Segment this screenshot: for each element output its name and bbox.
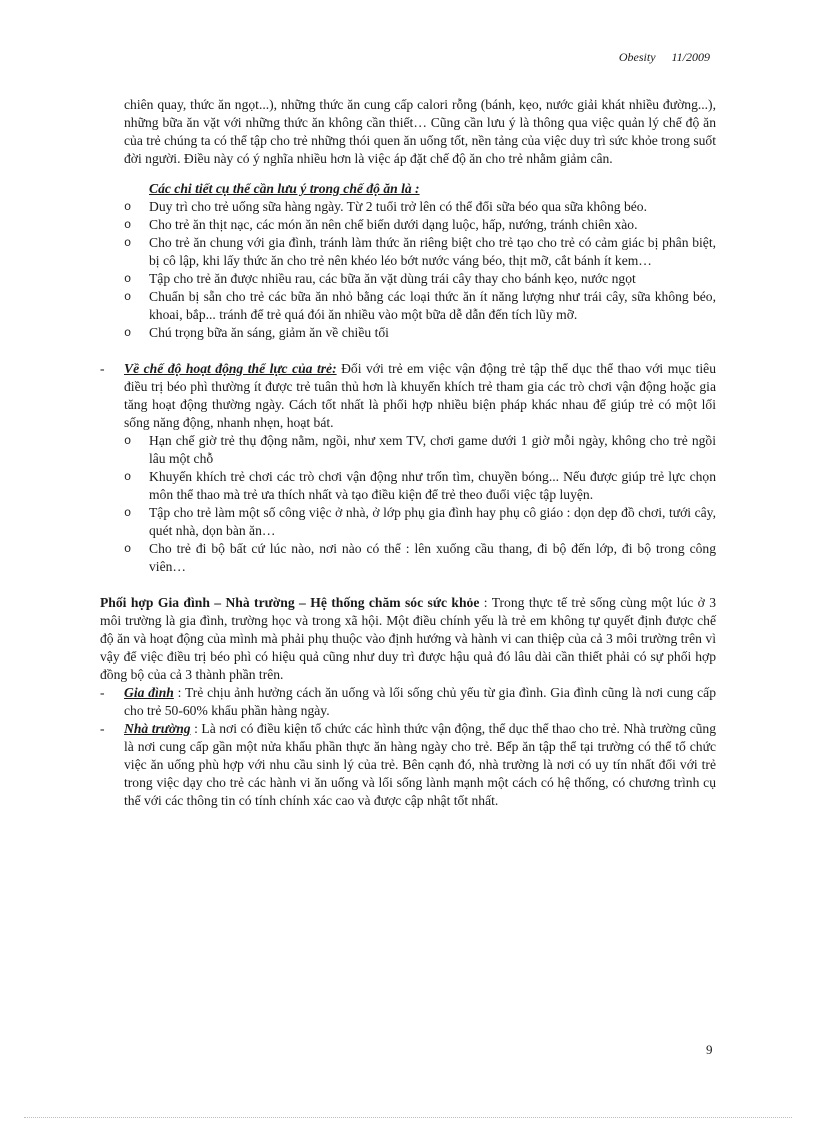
bullet-marker: o — [124, 470, 132, 484]
page-bottom-rule — [24, 1117, 792, 1118]
activity-list — [100, 432, 716, 576]
bullet-marker: o — [124, 326, 132, 340]
family-text: : Trẻ chịu ảnh hưởng cách ăn uống và lối sống chủ yếu từ gia đình. Gia đình cũng là nơi cung cấp cho trẻ 50-60% khẩu phần hàng ngày. — [124, 685, 716, 718]
list-item-text: Duy trì cho trẻ uống sữa hàng ngày. Từ 2 tuổi trở lên có thể đổi sữa béo qua sữa không béo. — [149, 199, 647, 214]
family-paragraph — [100, 684, 716, 720]
list-item-text: Cho trẻ đi bộ bất cứ lúc nào, nơi nào có thể : lên xuống cầu thang, đi bộ đến lớp, đi bộ trong công viên… — [149, 541, 716, 574]
bullet-marker: o — [124, 272, 132, 286]
school-paragraph — [100, 720, 716, 810]
list-item — [100, 270, 716, 288]
list-item-text: Chuẩn bị sẵn cho trẻ các bữa ăn nhỏ bằng các loại thức ăn ít năng lượng như trái cây, sữa không béo, khoai, bắp... tránh để trẻ quá đói ăn nhiều vào một bữa dễ dẫn đến tích lũy mỡ. — [149, 289, 716, 322]
list-item — [100, 216, 716, 234]
list-item-text: Khuyến khích trẻ chơi các trò chơi vận động như trốn tìm, chuyền bóng... Nếu được giúp trẻ lực chọn môn thể thao mà trẻ ưa thích nhất và tạo điều kiện để trẻ theo đuổi việc tập luyện. — [149, 469, 716, 502]
bullet-marker: o — [124, 542, 132, 556]
list-item-text: Tập cho trẻ ăn được nhiều rau, các bữa ăn vặt dùng trái cây thay cho bánh kẹo, nước ngọt — [149, 271, 636, 286]
activity-paragraph — [100, 360, 716, 432]
list-item — [100, 234, 716, 270]
intro-paragraph: chiên quay, thức ăn ngọt...), những thức ăn cung cấp calori rỗng (bánh, kẹo, nước giải khát nhiều đường...), những bữa ăn vặt với những thức ăn không cần thiết… Cũng cần lưu ý là thông qua việc quản lý chế độ ăn của trẻ chúng ta có thể tập cho trẻ những thói quen ăn uống tốt, nền tảng của việc duy trì sức khỏe trong suốt đời người. Điều này có ý nghĩa nhiều hơn là việc áp đặt chế độ ăn cho trẻ nhằm giảm cân. — [124, 97, 716, 166]
list-item-text: Tập cho trẻ làm một số công việc ở nhà, ở lớp phụ gia đình hay phụ cô giáo : dọn dẹp đồ chơi, tưới cây, quét nhà, dọn bàn ăn… — [149, 505, 716, 538]
dash-marker: - — [100, 685, 105, 700]
list-item — [100, 324, 716, 342]
header-title: Obesity — [618, 50, 656, 64]
page-header — [619, 50, 710, 65]
list-item — [100, 288, 716, 324]
school-heading: Nhà trường — [124, 721, 191, 736]
bullet-marker: o — [124, 236, 132, 250]
page-number: 9 — [706, 1042, 713, 1057]
bullet-marker: o — [124, 218, 132, 232]
diet-list — [100, 198, 716, 342]
dash-marker: - — [100, 721, 105, 736]
bullet-marker: o — [124, 200, 132, 214]
list-item — [100, 432, 716, 468]
bullet-marker: o — [124, 290, 132, 304]
list-item-text: Cho trẻ ăn chung với gia đình, tránh làm thức ăn riêng biệt cho trẻ tạo cho trẻ có cảm giác bị phân biệt, bị cô lập, khi lấy thức ăn cho trẻ nên khéo léo bớt nước váng béo, thịt mỡ, cắt bánh ít kem… — [149, 235, 716, 268]
activity-heading: Về chế độ hoạt động thể lực của trẻ: — [124, 361, 337, 376]
list-item — [100, 504, 716, 540]
school-text: : Là nơi có điều kiện tổ chức các hình thức vận động, thể dục thể thao cho trẻ. Nhà trường cũng là nơi cung cấp gần một nửa khẩu phần thực ăn hàng ngày cho trẻ. Bếp ăn tập thể tại trường có thể tổ chức việc ăn uống phù hợp với nhu cầu sinh lý của trẻ. Bên cạnh đó, nhà trường là nơi có uy tín nhất đối với trẻ trong việc dạy cho trẻ các hành vi ăn uống và lối sống lành mạnh một cách có hệ thống, có chương trình cụ thể với các thông tin có tính chính xác cao và được cập nhật tốt nhất. — [124, 721, 716, 808]
coordination-paragraph — [100, 594, 716, 684]
list-item-text: Chú trọng bữa ăn sáng, giảm ăn về chiều tối — [149, 325, 389, 340]
bullet-marker: o — [124, 506, 132, 520]
document-body — [100, 96, 716, 810]
family-heading: Gia đình — [124, 685, 174, 700]
diet-heading: Các chi tiết cụ thể cần lưu ý trong chế độ ăn là : — [149, 181, 420, 196]
coordination-heading: Phối hợp Gia đình – Nhà trường – Hệ thống chăm sóc sức khỏe — [100, 595, 480, 610]
bullet-marker: o — [124, 434, 132, 448]
dash-marker: - — [100, 361, 105, 376]
list-item — [100, 468, 716, 504]
list-item — [100, 540, 716, 576]
list-item-text: Hạn chế giờ trẻ thụ động nằm, ngồi, như xem TV, chơi game dưới 1 giờ mỗi ngày, không cho trẻ ngồi lâu một chỗ — [149, 433, 716, 466]
list-item — [100, 198, 716, 216]
header-date: 11/2009 — [671, 50, 710, 64]
list-item-text: Cho trẻ ăn thịt nạc, các món ăn nên chế biến dưới dạng luộc, hấp, nướng, tránh chiên xào. — [149, 217, 638, 232]
coordination-text: : Trong thực tế trẻ sống cùng một lúc ở 3 môi trường là gia đình, trường học và trong xã hội. Một điều chính yếu là trẻ em không tự quyết định được chế độ ăn và hoạt động của mình mà phải phụ thuộc vào định hướng và hành vi can thiệp của cả 3 môi trường trên vì vậy để việc điều trị béo phì có hiệu quả cũng như duy trì được hậu quả đó lâu dài cần thiết phải có sự phối hợp đồng bộ của cả 3 thành phần trên. — [100, 595, 717, 682]
activity-text: Đối với trẻ em việc vận động trẻ tập thể dục thể thao với mục tiêu điều trị béo phì thường ít được trẻ tuân thủ hơn là khuyến khích trẻ tham gia các trò chơi vận động hoặc gia tăng hoạt động thường ngày. Cách tốt nhất là phối hợp nhiều biện pháp khác nhau để giúp trẻ có một lối sống năng động, nhanh nhẹn, hoạt bát. — [124, 361, 717, 430]
